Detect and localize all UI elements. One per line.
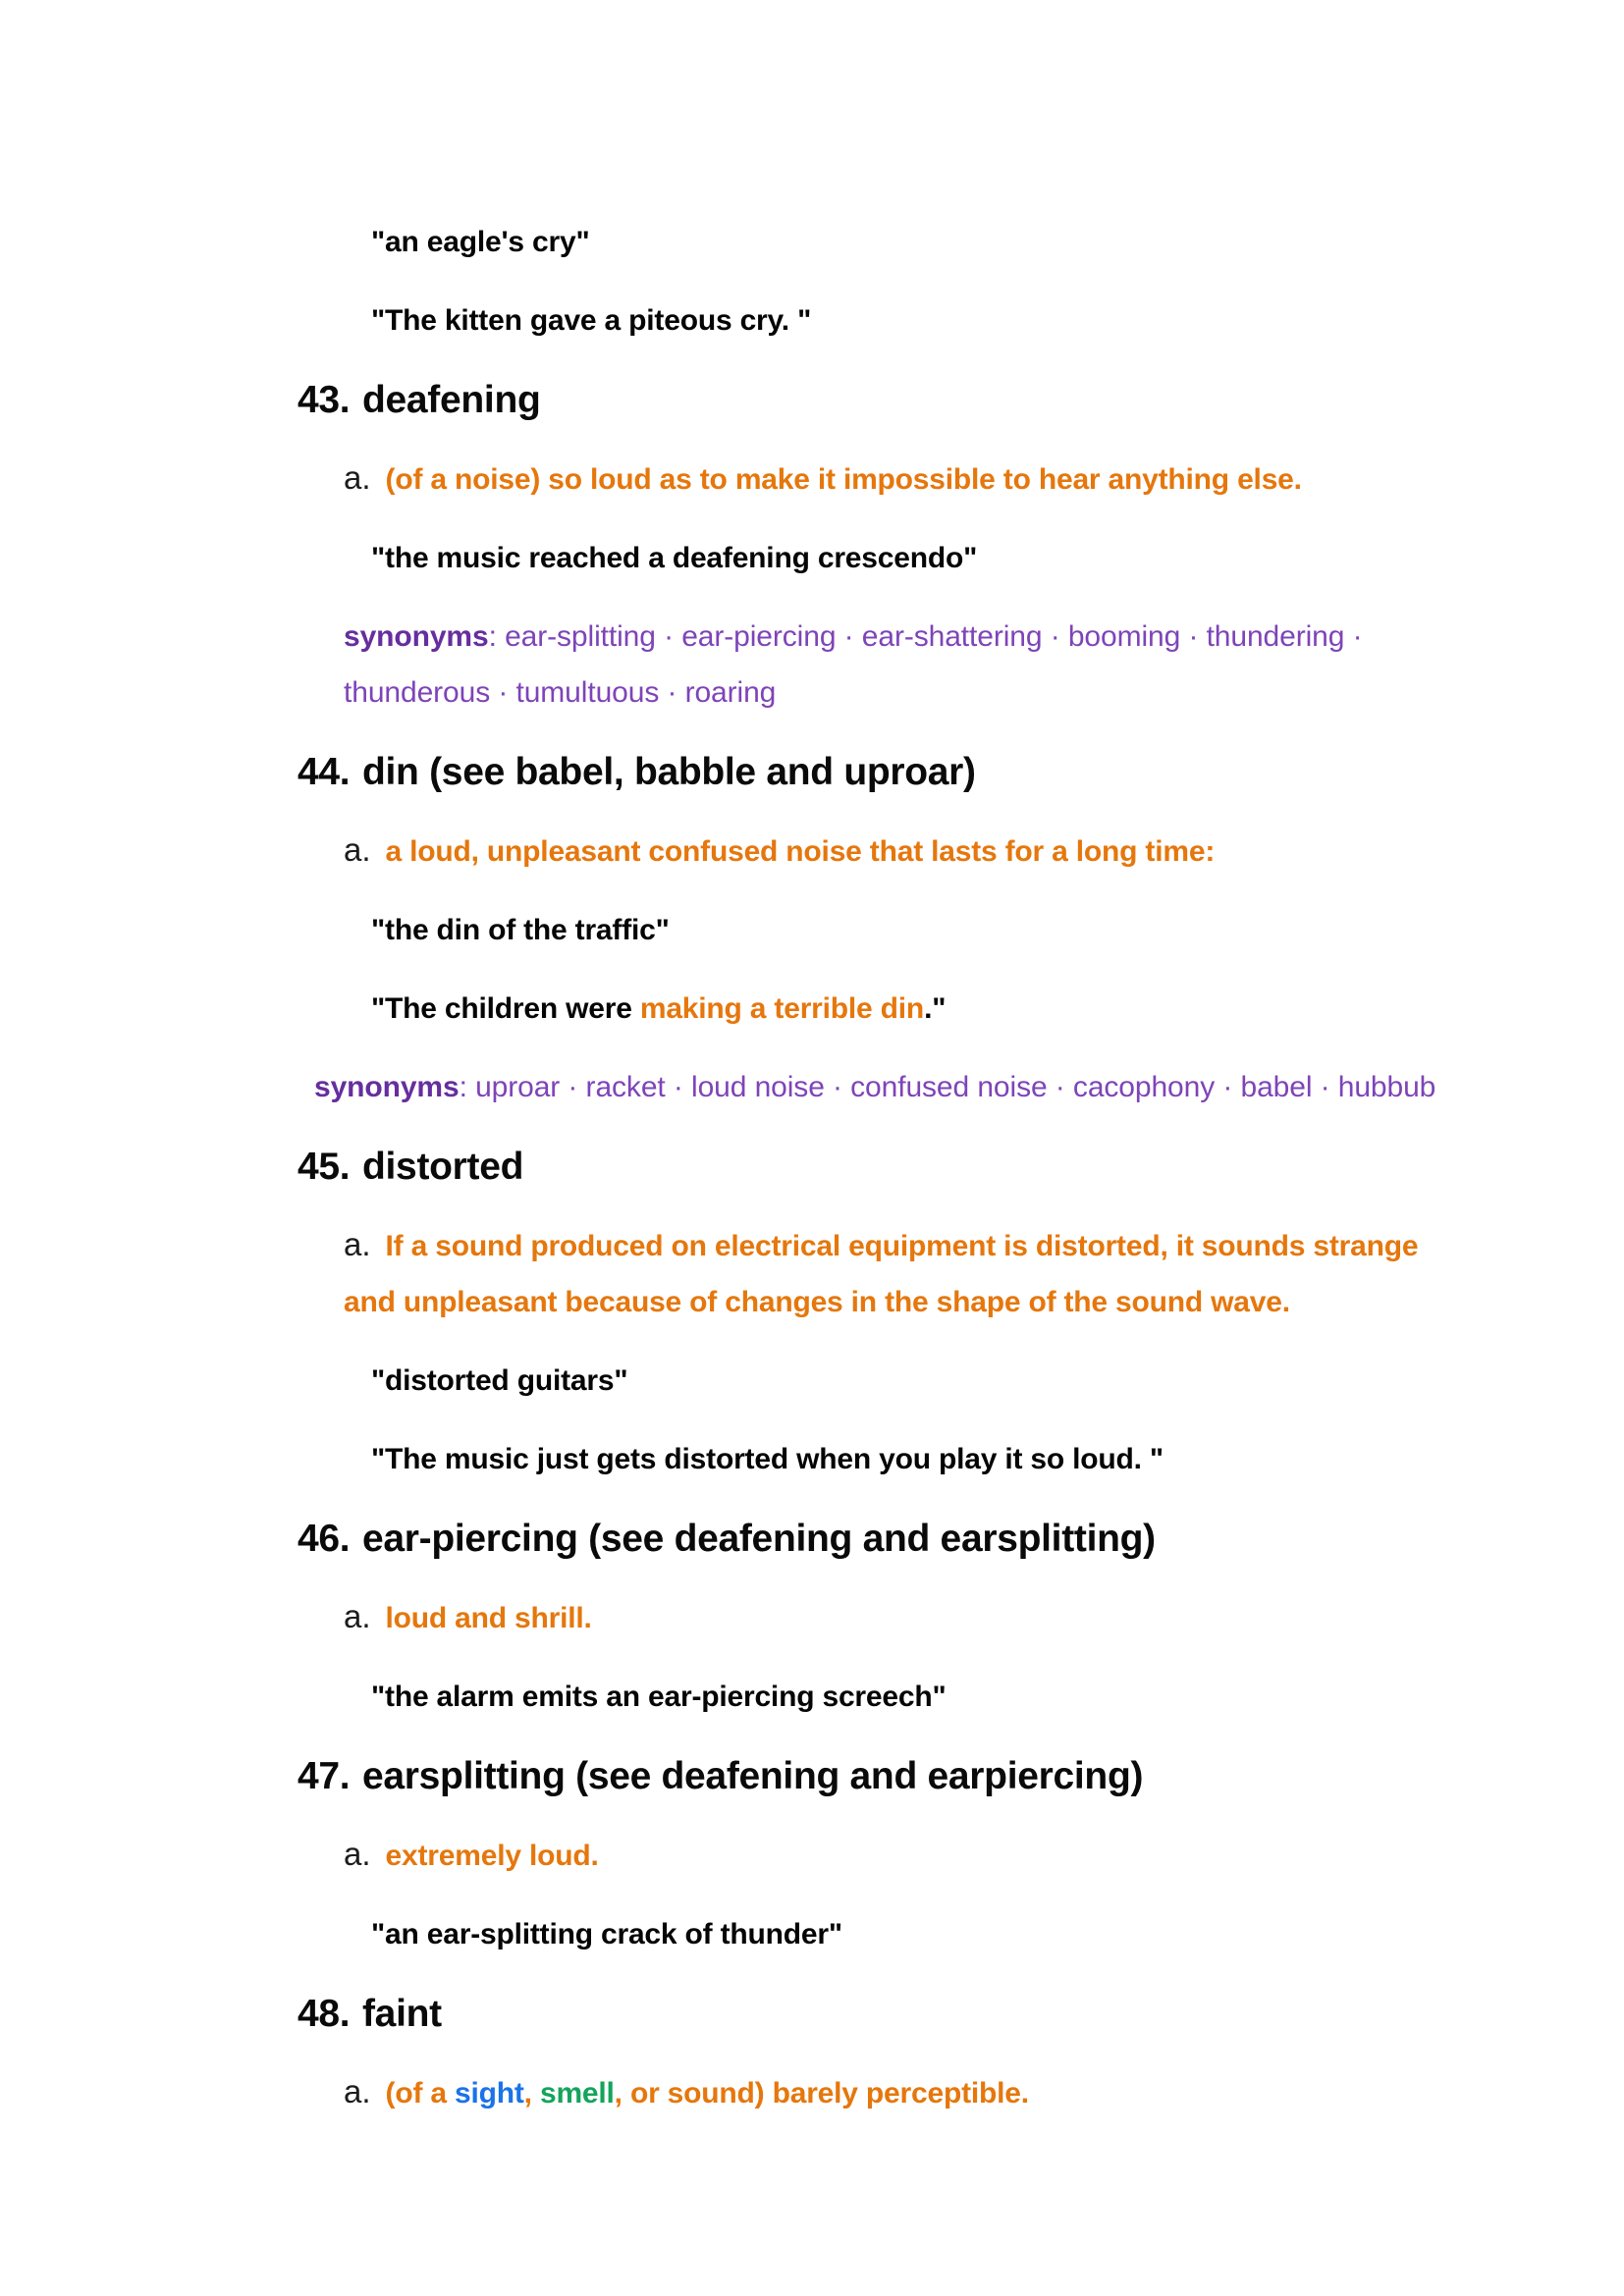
definition-text: a loud, unpleasant confused noise that lasts for a long time: [385,835,1216,868]
entry-number: 45. [298,1146,351,1188]
entry-heading-44 [298,743,1624,802]
sense-marker: a. [344,1226,371,1262]
sense-line [344,450,1483,507]
synonyms-label: synonyms [344,620,489,653]
sense-marker: a. [344,2073,371,2109]
sense-line [344,1588,1483,1646]
synonyms-separator: : [488,620,506,653]
definition-text: If a sound produced on electrical equipment is distorted, it sounds strange [385,1230,1419,1262]
entry-term: deafening [362,379,541,421]
entry-term: faint [362,1993,442,2035]
synonyms-separator: : [459,1071,476,1103]
definition-segment: , or sound) barely perceptible. [614,2077,1029,2109]
entry-number: 47. [298,1755,351,1797]
entry-heading-46 [298,1510,1624,1569]
synonyms-items: thunderous · tumultuous · roaring [344,676,777,709]
definition-text: and unpleasant because of changes in the shape of the sound wave. [344,1286,1290,1318]
definition-text: (of a noise) so loud as to make it impossible to hear anything else. [385,463,1302,496]
example-quote: "The music just gets distorted when you play it so loud. " [371,1443,1164,1475]
synonyms-line [314,1059,1473,1115]
entry-number: 48. [298,1993,351,2035]
example-quote: "the alarm emits an ear-piercing screech" [371,1681,947,1713]
sense-line [344,1826,1483,1884]
entry-term: earsplitting (see deafening and earpiercing) [362,1755,1144,1797]
example-quote-prefix: "The children were [371,992,640,1025]
entry-heading-45 [298,1138,1624,1197]
example-quote: "the music reached a deafening crescendo" [371,542,978,574]
sense-marker: a. [344,459,371,496]
synonyms-items: uproar · racket · loud noise · confused noise · cacophony · babel · hubbub [475,1071,1436,1103]
definition-segment-sight: sight [455,2077,524,2109]
sense-marker: a. [344,831,371,868]
entry-heading-48 [298,1985,1624,2044]
entry-term: ear-piercing (see deafening and earsplitting) [362,1518,1156,1560]
synonyms-line [344,609,1502,721]
synonyms-label: synonyms [314,1071,460,1103]
sense-marker: a. [344,1598,371,1634]
synonyms-items: ear-splitting · ear-piercing · ear-shattering · booming · thundering · [505,620,1363,653]
definition-segment: , [523,2077,540,2109]
example-quote-suffix: ." [924,992,947,1025]
entry-heading-43 [298,371,1624,430]
definition-text: extremely loud. [385,1840,599,1872]
sense-marker: a. [344,1836,371,1872]
definition-text: loud and shrill. [385,1602,592,1634]
entry-term: din (see babel, babble and uproar) [362,751,976,793]
sense-line [344,2063,1483,2121]
example-quote: "the din of the traffic" [371,914,670,946]
entry-number: 44. [298,751,351,793]
entry-number: 43. [298,379,351,421]
example-quote: "an eagle's cry" [371,226,590,258]
example-quote: "an ear-splitting crack of thunder" [371,1918,842,1950]
definition-segment: (of a [385,2077,455,2109]
entry-number: 46. [298,1518,351,1560]
sense-line [344,822,1483,880]
sense-line [344,1216,1483,1330]
entry-heading-47 [298,1747,1624,1806]
example-quote: "The kitten gave a piteous cry. " [371,304,812,337]
entry-term: distorted [362,1146,524,1188]
example-quote: "distorted guitars" [371,1364,628,1397]
example-quote-mixed [371,981,1490,1037]
example-quote-highlight: making a terrible din [639,992,925,1025]
definition-segment-smell: smell [539,2077,615,2109]
